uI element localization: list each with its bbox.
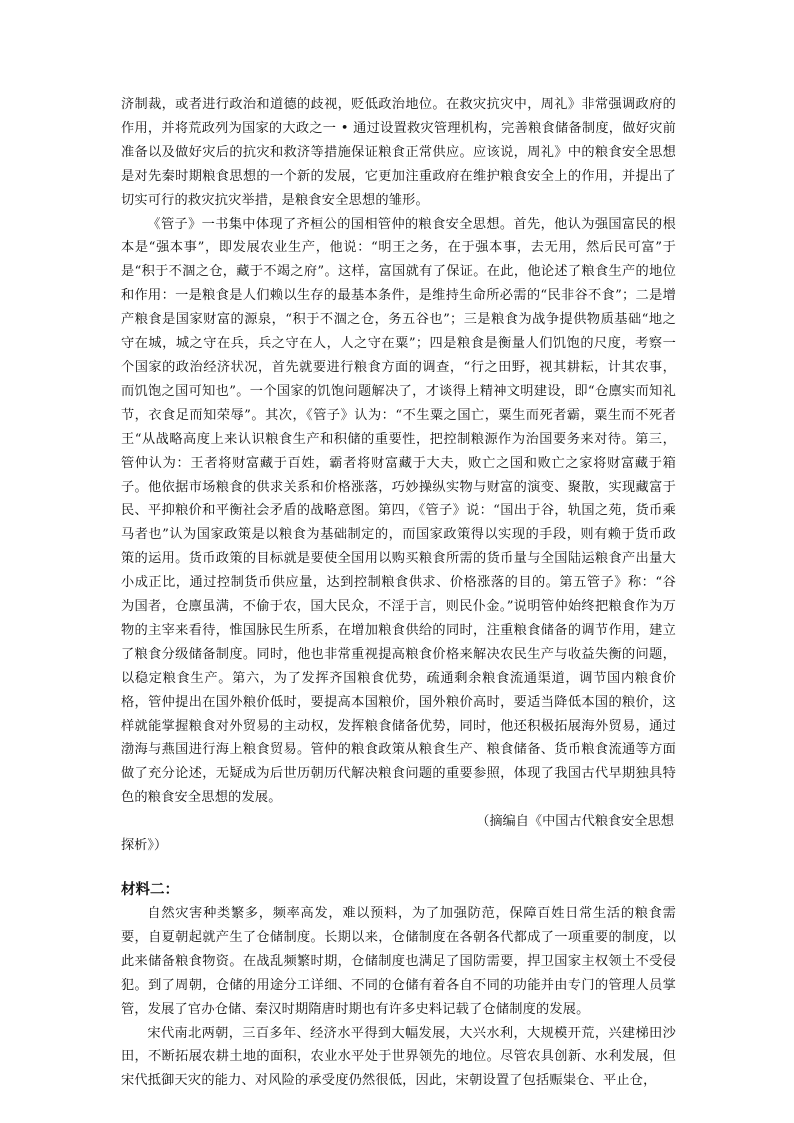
document-page	[121, 93, 676, 1093]
material2-paragraph-1: 自然灾害种类繁多，频率高发，难以预料，为了加强防范，保障百姓日常生活的粮食需要，自夏朝起就产生了仓储制度。长期以来，仓储制度在各朝各代都成了一项重要的制度，以此来储备粮食物资。在战乱频繁时期，仓储制度也满足了国防需要，捍卫国家主权领土不受侵犯。到了周朝，仓储的用途分工详细、不同的仓储有着各自不同的功能并由专门的管理人员掌管，发展了官办仓储、秦汉时期隋唐时期也有许多史料记载了仓储制度的发展。	[121, 906, 676, 1017]
material1-guanzi-paragraph: 《管子》一书集中体现了齐桓公的国相管仲的粮食安全思想。首先，他认为强国富民的根本是“强本事”，即发展农业生产，他说：“明王之务，在于强本事，去无用，然后民可富”于是“积于不涸之仓，藏于不竭之府”。这样，富国就有了保证。在此，他论述了粮食生产的地位和作用：一是粮食是人们赖以生存的最基本条件，是维持生命所必需的“民非谷不食”；二是增产粮食是国家财富的源泉，“积于不涸之仓，务五谷也”；三是粮食为战争提供物质基础“地之守在城，城之守在兵，兵之守在人，人之守在粟”；四是粮食是衡量人们饥饱的尺度，考察一个国家的政治经济状况，首先就要进行粮食方面的调查，“行之田野，视其耕耘，计其农事，而饥饱之国可知也”。一个国家的饥饱问题解决了，才谈得上精神文明建设，即“仓廪实而知礼节，衣食足而知荣辱”。其次，《管子》认为：“不生粟之国亡，粟生而死者霸，粟生而不死者王“从战略高度上来认识粮食生产和积储的重要性，把控制粮源作为治国要务来对待。第三，管仲认为：王者将财富藏于百姓，霸者将财富藏于大夫，败亡之国和败亡之家将财富藏于箱子。他依据市场粮食的供求关系和价格涨落，巧妙操纵实物与财富的演变、聚散，实现藏富于民、平抑粮价和平衡社会矛盾的战略意图。第四，《管子》说：“国出于谷，轨国之苑，货币乘马者也”认为国家政策是以粮食为基础制定的，而国家政策得以实现的手段，则有赖于货币政策的运用。货币政策的目标就是要使全国用以购买粮食所需的货币量与全国陆运粮食产出量大小成正比，通过控制货币供应量，达到控制粮食供求、价格涨落的目的。第五管子》称：“谷为国者，仓廪虽满，不偷于农，国大民众，不淫于言，则民仆金。”说明管仲始终把粮食作为万物的主宰来看待，惟国脉民生所系，在增加粮食供给的同时，注重粮食储备的调节作用，建立了粮食分级储备制度。同时，他也非常重视提高粮食价格来解决农民生产与收益失衡的问题，以稳定粮食生产。第六，为了发挥齐国粮食优势，疏通剩余粮食流通渠道，调节国内粮食价格，管仲提出在国外粮价低时，要提高本国粮价，国外粮价高时，要适当降低本国的粮价，这样就能掌握粮食对外贸易的主动权，发挥粮食储备优势，同时，他还积极拓展海外贸易，通过渤海与燕国进行海上粮食贸易。管仲的粮食政策从粮食生产、粮食储备、货币粮食流通等方面做了充分论述，无疑成为后世历朝历代解决粮食问题的重要参照，体现了我国古代早期独具特色的粮食安全思想的发展。	[121, 216, 676, 806]
material1-source-citation-tail: 探析》）	[121, 838, 168, 854]
material1-continued-paragraph: 济制裁，或者进行政治和道德的歧视，贬低政治地位。在救灾抗灾中，周礼》非常强调政府的作用，并将荒政列为国家的大政之一 • 通过设置救灾管理机构，完善粮食储备制度，做好灾前准备以及做好灾后的抗灾和救济等措施保证粮食正常供应。应该说，周礼》中的粮食安全思想是对先秦时期粮食思想的一个新的发展，它更加注重政府在维护粮食安全上的作用，并提出了切实可行的救灾抗灾举措，是粮食安全思想的雏形。	[121, 97, 676, 208]
material1-source-citation: （摘编自《中国古代粮食安全思想	[476, 814, 674, 830]
material2-paragraph-2: 宋代南北两朝，三百多年、经济水平得到大幅发展，大兴水利，大规模开荒，兴建梯田沙田，不断拓展农耕土地的面积，农业水平处于世界领先的地位。尽管农具创新、水利发展，但宋代抵御天灾的能力、对风险的承受度仍然很低，因此，宋朝设置了包括赈粜仓、平止仓，	[121, 1025, 676, 1089]
material2-heading: 材料二：	[121, 882, 179, 898]
